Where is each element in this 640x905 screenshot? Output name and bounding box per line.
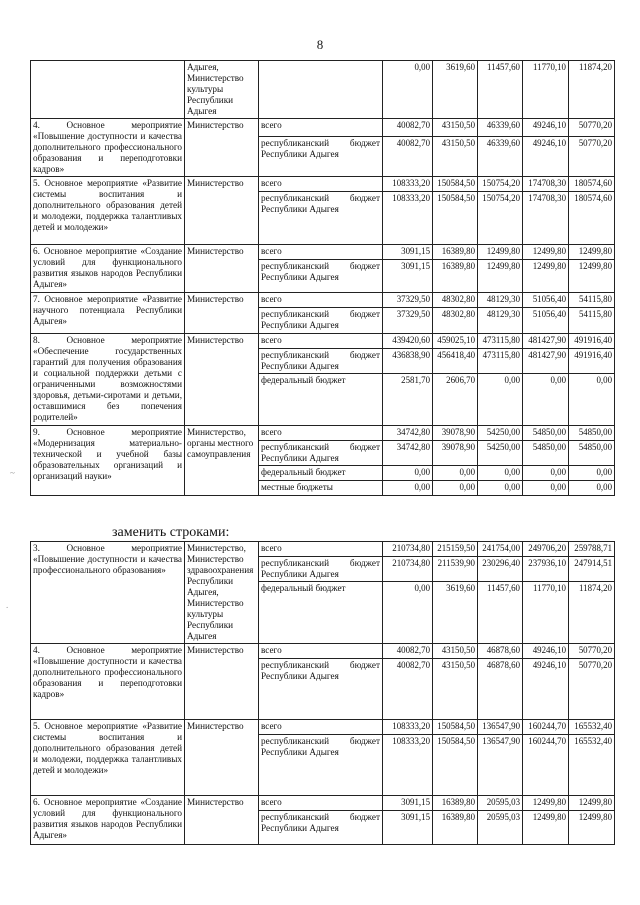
value-cell: 54850,00 <box>569 426 615 441</box>
value-cell: 174708,30 <box>523 192 569 245</box>
value-cell: 0,00 <box>569 466 615 481</box>
value-cell: 0,00 <box>383 582 433 644</box>
source-cell: всего <box>259 177 383 192</box>
value-cell: 54850,00 <box>523 441 569 466</box>
value-cell: 11874,20 <box>569 582 615 644</box>
value-cell: 108333,20 <box>383 720 433 735</box>
table-row <box>31 119 615 137</box>
table-row <box>31 426 615 441</box>
value-cell: 12499,80 <box>569 796 615 811</box>
value-cell: 150754,20 <box>478 177 523 192</box>
page-number: 8 <box>316 37 324 52</box>
table-row <box>31 644 615 659</box>
source-cell: республиканский бюджет Республики Адыгея <box>259 557 383 582</box>
scan-mark: . <box>6 600 9 610</box>
value-cell: 54850,00 <box>569 441 615 466</box>
value-cell: 180574,60 <box>569 192 615 245</box>
value-cell: 481427,90 <box>523 334 569 349</box>
value-cell: 51056,40 <box>523 308 569 334</box>
value-cell: 16389,80 <box>433 245 478 260</box>
value-cell: 237936,10 <box>523 557 569 582</box>
value-cell: 54250,00 <box>478 426 523 441</box>
value-cell: 160244,70 <box>523 720 569 735</box>
value-cell: 16389,80 <box>433 796 478 811</box>
value-cell: 49246,10 <box>523 137 569 177</box>
event-cell <box>31 61 185 119</box>
event-cell: 5. Основное мероприятие «Развитие системы воспитания и дополнительного образования детей и молодежи, поддержка талантливых детей и молодежи» <box>31 720 185 796</box>
table-original-body <box>31 61 615 496</box>
value-cell: 150584,50 <box>433 735 478 796</box>
value-cell: 108333,20 <box>383 192 433 245</box>
value-cell: 49246,10 <box>523 644 569 659</box>
event-cell: 6. Основное мероприятие «Создание условий для функционального развития языков народов Республики Адыгея» <box>31 796 185 845</box>
value-cell: 12499,80 <box>569 260 615 293</box>
table-replacement-body <box>31 542 615 845</box>
value-cell: 0,00 <box>523 374 569 426</box>
value-cell: 48129,30 <box>478 308 523 334</box>
value-cell: 20595,03 <box>478 796 523 811</box>
value-cell: 11457,60 <box>478 582 523 644</box>
executor-cell: Министерство <box>185 644 259 720</box>
value-cell: 136547,90 <box>478 720 523 735</box>
value-cell: 0,00 <box>478 374 523 426</box>
source-cell: республиканский бюджет Республики Адыгея <box>259 137 383 177</box>
source-cell: республиканский бюджет Республики Адыгея <box>259 441 383 466</box>
value-cell: 39078,90 <box>433 441 478 466</box>
table-row <box>31 177 615 192</box>
value-cell: 160244,70 <box>523 735 569 796</box>
executor-cell: Министерство <box>185 293 259 334</box>
value-cell: 54115,80 <box>569 293 615 308</box>
value-cell: 241754,00 <box>478 542 523 557</box>
event-cell: 9. Основное мероприятие «Модернизация материально-технической и учебной базы образовательных организаций и организаций науки» <box>31 426 185 496</box>
source-cell: местные бюджеты <box>259 481 383 496</box>
value-cell: 0,00 <box>569 374 615 426</box>
table-row <box>31 796 615 811</box>
value-cell: 40082,70 <box>383 137 433 177</box>
source-cell: республиканский бюджет Республики Адыгея <box>259 308 383 334</box>
value-cell: 11770,10 <box>523 582 569 644</box>
value-cell: 436838,90 <box>383 349 433 374</box>
value-cell: 12499,80 <box>478 245 523 260</box>
value-cell: 491916,40 <box>569 334 615 349</box>
value-cell: 3619,60 <box>433 61 478 119</box>
value-cell: 3091,15 <box>383 796 433 811</box>
value-cell: 37329,50 <box>383 293 433 308</box>
value-cell: 259788,71 <box>569 542 615 557</box>
value-cell: 12499,80 <box>523 245 569 260</box>
value-cell: 2606,70 <box>433 374 478 426</box>
value-cell: 12499,80 <box>523 811 569 845</box>
table-row <box>31 720 615 735</box>
value-cell: 11457,60 <box>478 61 523 119</box>
value-cell: 165532,40 <box>569 720 615 735</box>
value-cell: 12499,80 <box>523 796 569 811</box>
executor-cell: Министерство <box>185 796 259 845</box>
value-cell: 210734,80 <box>383 542 433 557</box>
value-cell: 50770,20 <box>569 137 615 177</box>
value-cell: 165532,40 <box>569 735 615 796</box>
event-cell: 6. Основное мероприятие «Создание условий для функционального развития языков народов Республики Адыгея» <box>31 245 185 293</box>
value-cell: 54115,80 <box>569 308 615 334</box>
value-cell: 40082,70 <box>383 659 433 720</box>
executor-cell: Министерство <box>185 119 259 177</box>
value-cell: 3091,15 <box>383 260 433 293</box>
executor-cell: Министерство <box>185 245 259 293</box>
value-cell: 491916,40 <box>569 349 615 374</box>
value-cell: 0,00 <box>478 481 523 496</box>
value-cell: 150584,50 <box>433 192 478 245</box>
budget-table-replacement <box>30 541 615 845</box>
source-cell: всего <box>259 245 383 260</box>
source-cell: всего <box>259 796 383 811</box>
value-cell: 3091,15 <box>383 245 433 260</box>
source-cell: всего <box>259 334 383 349</box>
value-cell: 34742,80 <box>383 426 433 441</box>
value-cell: 34742,80 <box>383 441 433 466</box>
source-cell: республиканский бюджет Республики Адыгея <box>259 659 383 720</box>
executor-cell: Адыгея, Министерство культуры Республики Адыгея <box>185 61 259 119</box>
value-cell: 150584,50 <box>433 720 478 735</box>
value-cell: 2581,70 <box>383 374 433 426</box>
budget-table-original <box>30 60 615 496</box>
value-cell: 50770,20 <box>569 644 615 659</box>
value-cell: 50770,20 <box>569 659 615 720</box>
source-cell: всего <box>259 293 383 308</box>
event-cell: 4. Основное мероприятие «Повышение доступности и качества дополнительного профессионального образования и переподготовки кадров» <box>31 644 185 720</box>
value-cell: 0,00 <box>433 466 478 481</box>
source-cell: всего <box>259 426 383 441</box>
value-cell: 180574,60 <box>569 177 615 192</box>
value-cell: 211539,90 <box>433 557 478 582</box>
table-row <box>31 61 615 119</box>
value-cell: 46878,60 <box>478 659 523 720</box>
source-cell: всего <box>259 720 383 735</box>
value-cell: 48302,80 <box>433 308 478 334</box>
value-cell: 439420,60 <box>383 334 433 349</box>
value-cell: 459025,10 <box>433 334 478 349</box>
source-cell: федеральный бюджет <box>259 466 383 481</box>
value-cell: 40082,70 <box>383 119 433 137</box>
value-cell: 39078,90 <box>433 426 478 441</box>
value-cell: 0,00 <box>433 481 478 496</box>
source-cell: республиканский бюджет Республики Адыгея <box>259 349 383 374</box>
value-cell: 43150,50 <box>433 137 478 177</box>
source-cell: республиканский бюджет Республики Адыгея <box>259 811 383 845</box>
value-cell: 210734,80 <box>383 557 433 582</box>
value-cell: 249706,20 <box>523 542 569 557</box>
value-cell: 0,00 <box>383 61 433 119</box>
value-cell: 0,00 <box>523 466 569 481</box>
value-cell: 20595,03 <box>478 811 523 845</box>
table-row <box>31 245 615 260</box>
value-cell: 0,00 <box>383 481 433 496</box>
value-cell: 11874,20 <box>569 61 615 119</box>
value-cell: 54850,00 <box>523 426 569 441</box>
source-cell: всего <box>259 542 383 557</box>
source-cell: республиканский бюджет Республики Адыгея <box>259 735 383 796</box>
value-cell: 108333,20 <box>383 177 433 192</box>
value-cell: 51056,40 <box>523 293 569 308</box>
value-cell: 473115,80 <box>478 334 523 349</box>
source-cell <box>259 61 383 119</box>
event-cell: 7. Основное мероприятие «Развитие научного потенциала Республики Адыгея» <box>31 293 185 334</box>
value-cell: 46339,60 <box>478 137 523 177</box>
value-cell: 16389,80 <box>433 811 478 845</box>
value-cell: 0,00 <box>383 466 433 481</box>
value-cell: 0,00 <box>478 466 523 481</box>
value-cell: 12499,80 <box>569 245 615 260</box>
value-cell: 54250,00 <box>478 441 523 466</box>
value-cell: 43150,50 <box>433 659 478 720</box>
event-cell: 5. Основное мероприятие «Развитие системы воспитания и дополнительного образования детей и молодежи, поддержка талантливых детей и молодежи» <box>31 177 185 245</box>
executor-cell: Министерство, органы местного самоуправления <box>185 426 259 496</box>
value-cell: 3091,15 <box>383 811 433 845</box>
value-cell: 150754,20 <box>478 192 523 245</box>
value-cell: 174708,30 <box>523 177 569 192</box>
value-cell: 46878,60 <box>478 644 523 659</box>
value-cell: 108333,20 <box>383 735 433 796</box>
executor-cell: Министерство, Министерство здравоохранения Республики Адыгея, Министерство культуры Республики Адыгея <box>185 542 259 644</box>
table-row <box>31 334 615 349</box>
source-cell: федеральный бюджет <box>259 582 383 644</box>
executor-cell: Министерство <box>185 720 259 796</box>
table-row <box>31 542 615 557</box>
value-cell: 46339,60 <box>478 119 523 137</box>
value-cell: 230296,40 <box>478 557 523 582</box>
value-cell: 473115,80 <box>478 349 523 374</box>
value-cell: 215159,50 <box>433 542 478 557</box>
value-cell: 50770,20 <box>569 119 615 137</box>
value-cell: 48129,30 <box>478 293 523 308</box>
value-cell: 48302,80 <box>433 293 478 308</box>
value-cell: 43150,50 <box>433 644 478 659</box>
value-cell: 43150,50 <box>433 119 478 137</box>
value-cell: 40082,70 <box>383 644 433 659</box>
value-cell: 247914,51 <box>569 557 615 582</box>
source-cell: республиканский бюджет Республики Адыгея <box>259 260 383 293</box>
table-row <box>31 293 615 308</box>
value-cell: 136547,90 <box>478 735 523 796</box>
replace-heading: заменить строками: <box>112 525 230 540</box>
value-cell: 12499,80 <box>523 260 569 293</box>
source-cell: всего <box>259 644 383 659</box>
source-cell: всего <box>259 119 383 137</box>
value-cell: 481427,90 <box>523 349 569 374</box>
source-cell: республиканский бюджет Республики Адыгея <box>259 192 383 245</box>
source-cell: федеральный бюджет <box>259 374 383 426</box>
event-cell: 3. Основное мероприятие «Повышение доступности и качества профессионального образования» <box>31 542 185 644</box>
executor-cell: Министерство <box>185 334 259 426</box>
value-cell: 0,00 <box>523 481 569 496</box>
value-cell: 49246,10 <box>523 119 569 137</box>
value-cell: 456418,40 <box>433 349 478 374</box>
value-cell: 3619,60 <box>433 582 478 644</box>
value-cell: 37329,50 <box>383 308 433 334</box>
value-cell: 16389,80 <box>433 260 478 293</box>
executor-cell: Министерство <box>185 177 259 245</box>
event-cell: 4. Основное мероприятие «Повышение доступности и качества дополнительного профессионального образования и переподготовки кадров» <box>31 119 185 177</box>
value-cell: 0,00 <box>569 481 615 496</box>
scan-mark: ~ <box>10 468 15 478</box>
event-cell: 8. Основное мероприятие «Обеспечение государственных гарантий для получения образования и социальной поддержки детьми с ограниченными возможностями здоровья, детьми-сиротами и детьми, оставшимися без попечения родителей» <box>31 334 185 426</box>
value-cell: 12499,80 <box>478 260 523 293</box>
value-cell: 12499,80 <box>569 811 615 845</box>
value-cell: 11770,10 <box>523 61 569 119</box>
value-cell: 150584,50 <box>433 177 478 192</box>
value-cell: 49246,10 <box>523 659 569 720</box>
